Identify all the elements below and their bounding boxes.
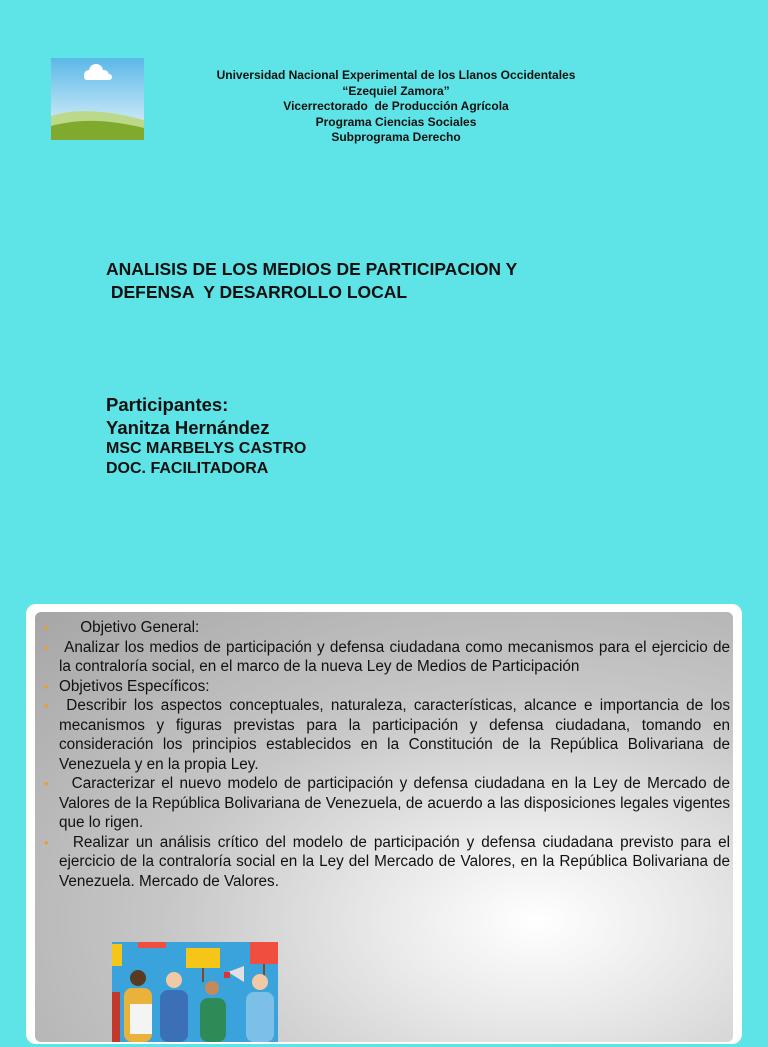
header-line-programa: Programa Ciencias Sociales [315, 114, 477, 129]
objective-text: Objetivos Específicos: [59, 677, 210, 695]
objective-text: Describir los aspectos conceptuales, naturaleza, características, alcance e importancia de los mecanismos y figuras previstas para la participación y defensa ciudadana, tomando en consideración los principios establecidos en la Constitución de la República Bolivariana de Venezuela y en la propia Ley. [59, 697, 735, 773]
header-line-subprograma: Subprograma Derecho [331, 130, 461, 144]
university-logo [51, 58, 144, 140]
list-item [35, 774, 735, 833]
bullet-icon: • [44, 834, 49, 850]
list-item [35, 833, 735, 892]
bullet-icon: • [44, 620, 49, 635]
list-item [35, 677, 730, 697]
landscape-icon [51, 58, 144, 140]
facilitator-name: MSC MARBELYS CASTRO [106, 440, 307, 457]
objectives-slide [35, 612, 733, 1042]
list-item [35, 696, 735, 774]
people-protest-icon [112, 942, 278, 1042]
institution-header [180, 68, 612, 146]
bullet-icon: • [44, 639, 49, 655]
objective-text: Analizar los medios de participación y defensa ciudadana como mecanismos para el ejercicio de la contraloría social, en el marco de la nueva Ley de Medios de Participación [59, 638, 735, 675]
participant-name: Yanitza Hernández [106, 417, 270, 438]
facilitator-role: DOC. FACILITADORA [106, 460, 269, 477]
header-line-name: “Ezequiel Zamora” [342, 83, 450, 98]
bullet-icon: • [44, 698, 49, 713]
participants-block [106, 393, 306, 479]
people-protest-illustration [112, 942, 278, 1042]
objective-text: Caracterizar el nuevo modelo de participación y defensa ciudadana en la Ley de Mercado de Valores de la República Bolivariana de Venezuela, de acuerdo a las disposiciones legales vigentes que lo rigen. [59, 775, 735, 831]
header-line-university: Universidad Nacional Experimental de los Llanos Occidentales [216, 68, 576, 82]
title-line-1: ANALISIS DE LOS MEDIOS DE PARTICIPACION Y [106, 259, 518, 279]
title-line-2: DEFENSA Y DESARROLLO LOCAL [106, 282, 408, 302]
objective-text: Realizar un análisis crítico del modelo de participación y defensa ciudadana previsto para el ejercicio de la contraloría social en la Ley del Mercado de Valores, en la República Bolivariana de Venezuela. Mercado de Valores. [59, 833, 735, 890]
objectives-list [35, 618, 735, 891]
objective-text: Objetivo General: [59, 619, 200, 636]
bullet-icon: • [44, 678, 49, 694]
bullet-icon: • [44, 776, 49, 791]
list-item [35, 638, 735, 677]
document-title [106, 258, 517, 304]
header-line-vicerrectorado: Vicerrectorado de Producción Agrícola [283, 99, 509, 113]
list-item [35, 618, 730, 638]
participants-label: Participantes: [106, 394, 229, 415]
